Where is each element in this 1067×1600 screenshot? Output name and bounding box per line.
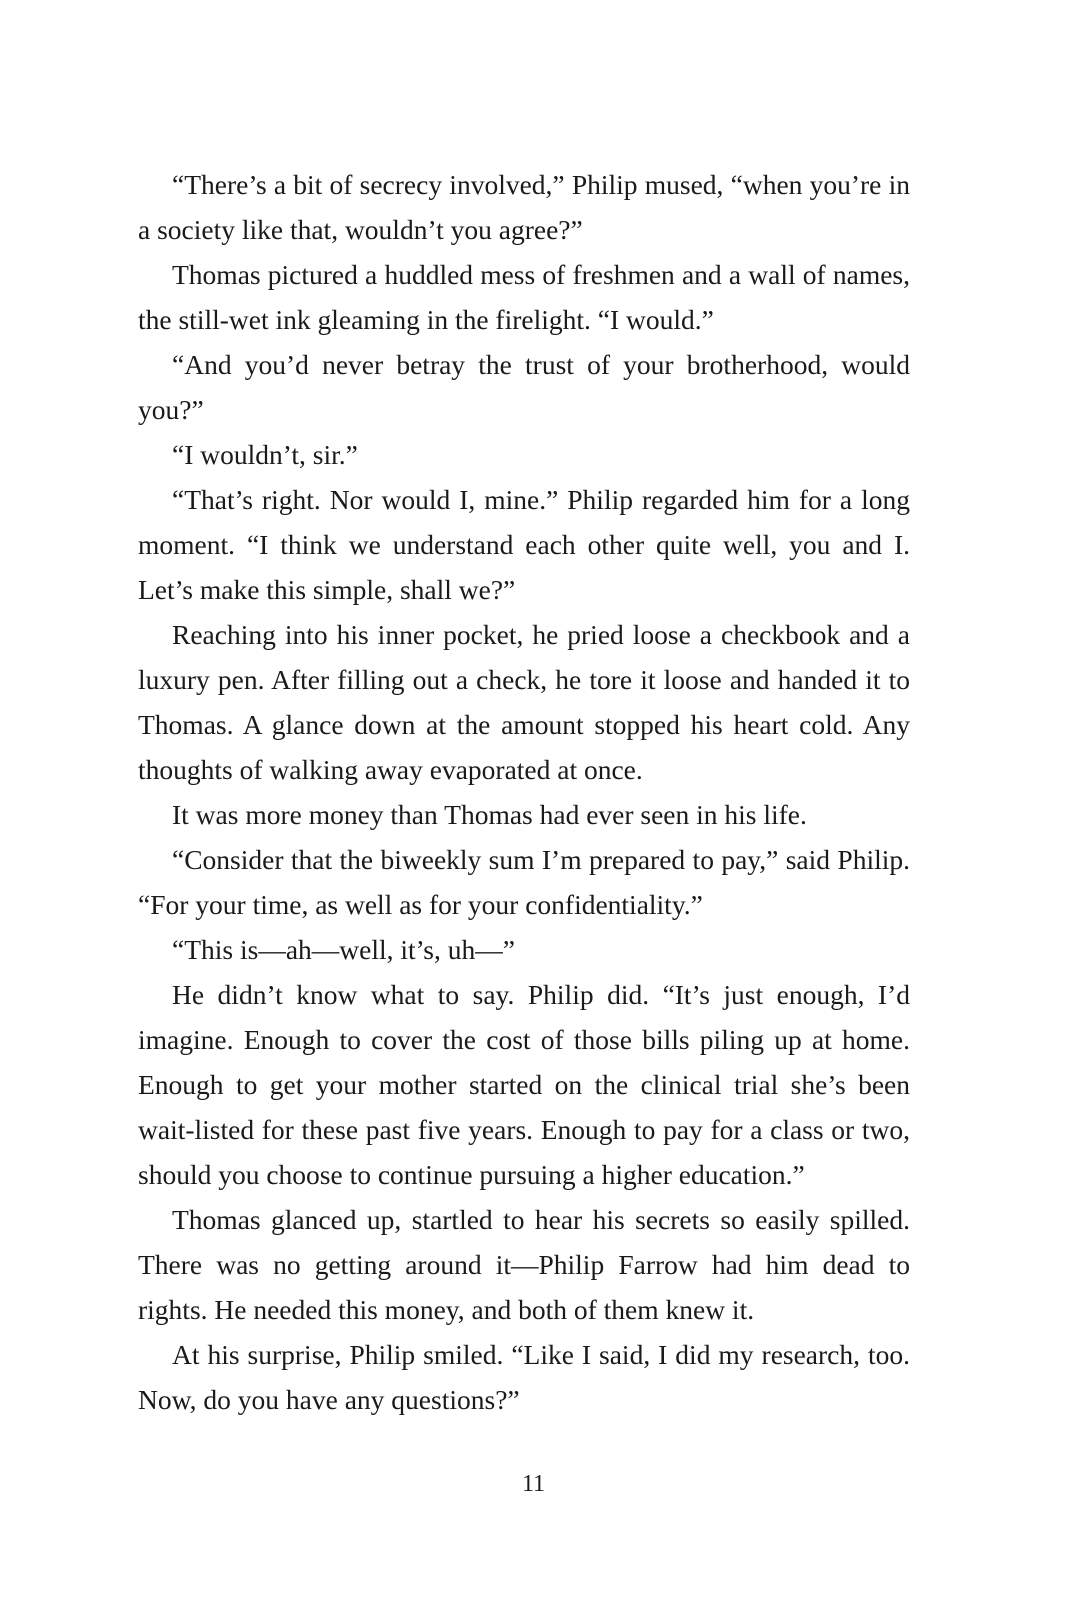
page-number: 11 — [521, 1471, 546, 1497]
paragraph-10: He didn’t know what to say. Philip did. “It’s just enough, I’d imagine. Enough to cover the cost of those bills piling up at home. Enough to get your mother started on the clinical trial she’s been wait-listed for these past five years. Enough to pay for a class or two, should you choose to continue pursuing a higher education.” — [138, 979, 910, 1190]
paragraph-6: Reaching into his inner pocket, he pried loose a checkbook and a luxury pen. After filling out a check, he tore it loose and handed it to Thomas. A glance down at the amount stopped his heart cold. Any thoughts of walking away evaporated at once. — [138, 619, 910, 785]
paragraph-4: “I wouldn’t, sir.” — [172, 439, 358, 470]
paragraph-2: Thomas pictured a huddled mess of freshmen and a wall of names, the still-wet ink gleaming in the firelight. “I would.” — [138, 259, 910, 335]
paragraph-7: It was more money than Thomas had ever seen in his life. — [172, 799, 807, 830]
paragraph-5: “That’s right. Nor would I, mine.” Philip regarded him for a long moment. “I think we understand each other quite well, you and I. Let’s make this simple, shall we?” — [138, 484, 910, 605]
paragraph-1: “There’s a bit of secrecy involved,” Philip mused, “when you’re in a society like that, wouldn’t you agree?” — [138, 169, 910, 245]
paragraph-11: Thomas glanced up, startled to hear his secrets so easily spilled. There was no getting around it—Philip Farrow had him dead to rights. He needed this money, and both of them knew it. — [138, 1204, 910, 1325]
paragraph-3: “And you’d never betray the trust of your brotherhood, would you?” — [138, 349, 910, 425]
paragraph-9: “This is—ah—well, it’s, uh—” — [172, 934, 515, 965]
paragraph-12: At his surprise, Philip smiled. “Like I said, I did my research, too. Now, do you have any questions?” — [138, 1339, 910, 1415]
page-body — [138, 162, 910, 1422]
paragraph-8: “Consider that the biweekly sum I’m prepared to pay,” said Philip. “For your time, as well as for your confidentiality.” — [138, 844, 910, 920]
